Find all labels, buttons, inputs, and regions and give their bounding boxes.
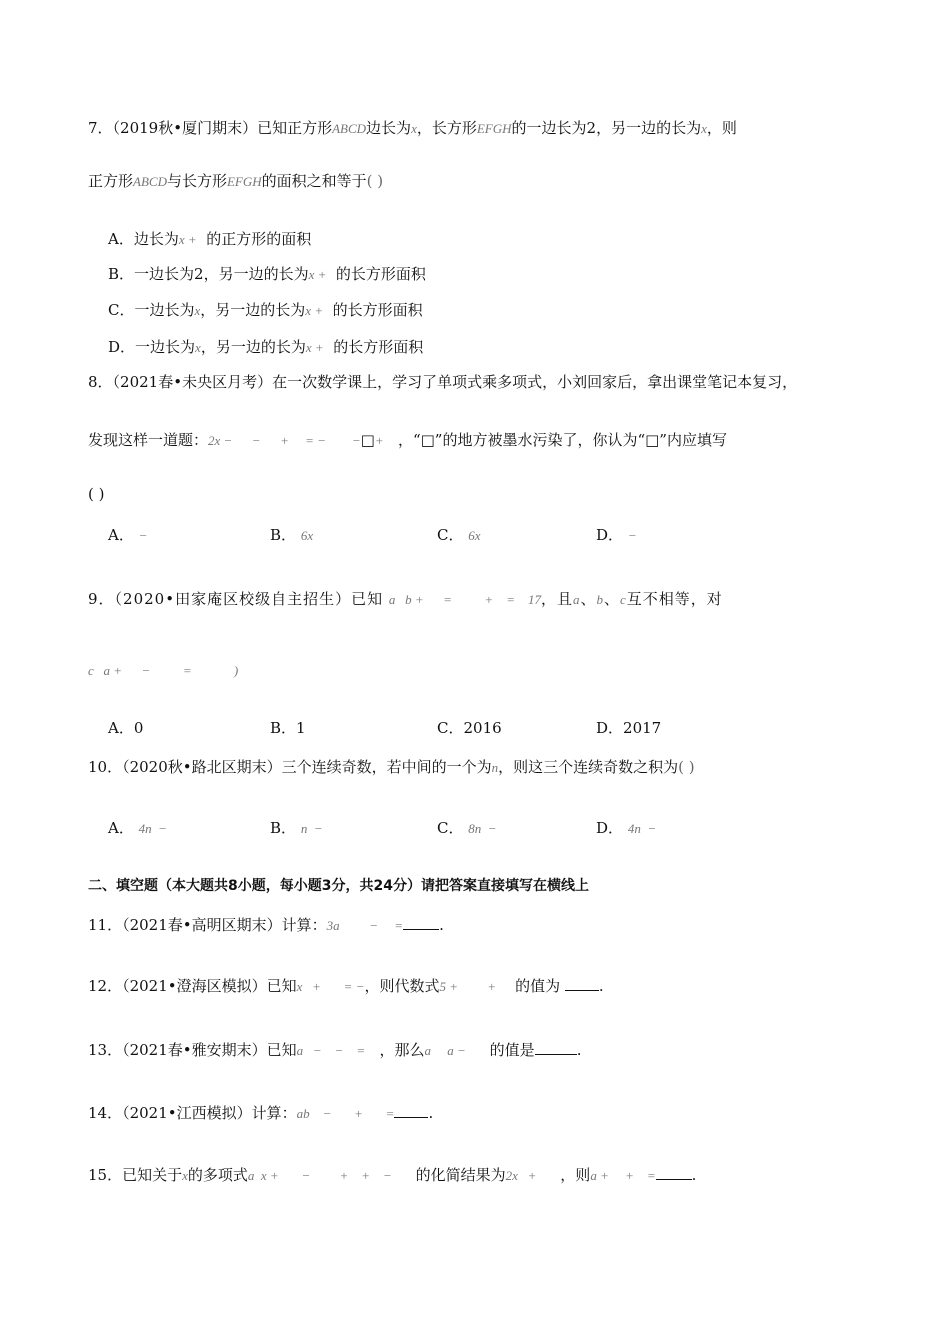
math-expression: a x + − + + −	[247, 1168, 392, 1183]
math-expression: a a −	[424, 1043, 466, 1058]
answer-blank[interactable]	[656, 1165, 692, 1180]
answer-paren: ( )	[678, 758, 695, 776]
math-var: EFGH	[476, 121, 512, 136]
q13-line: 13．（2021春•雅安期末）已知a − − = ，那么a a − 的值是 .	[88, 1041, 582, 1059]
q8-line2: 发现这样一道题：2x − − + = − −□+ ，“□”的地方被墨水污染了，你认为“□”内应填写	[88, 431, 727, 449]
q7-option-d: D．一边长为x，另一边的长为x + 的长方形面积	[108, 338, 424, 356]
q9-line2	[88, 660, 238, 681]
math-expression: 5 + +	[439, 979, 497, 994]
answer-blank[interactable]	[565, 976, 599, 991]
q8-paren: ( )	[88, 485, 105, 503]
q7-option-a: A．边长为x + 的正方形的面积	[108, 230, 312, 248]
q9-source: （2020•田家庵区校级自主招生）	[114, 590, 352, 608]
q8-option-d: D． −	[596, 526, 637, 544]
answer-blank[interactable]	[394, 1103, 428, 1118]
math-var: EFGH	[226, 174, 262, 189]
answer-blank[interactable]	[403, 915, 439, 930]
q8-option-b: B． 6x	[270, 526, 314, 544]
q7-number: 7．	[88, 119, 113, 137]
q15-line: 15．已知关于x的多项式a x + − + + − 的化简结果为2x + ，则a + + = .	[88, 1166, 697, 1184]
math-expression: 2x − − + = − −	[208, 433, 361, 448]
q10-option-d: D． 4n −	[596, 819, 657, 837]
q9-option-c: C．2016	[437, 719, 502, 737]
math-expression: a + + =	[590, 1168, 656, 1183]
q8-option-c: C． 6x	[437, 526, 481, 544]
q11-line: 11．（2021春•高明区期末）计算：3a⃞ − = .	[88, 916, 444, 934]
math-expression: x + = −	[296, 979, 365, 994]
math-expression: 3a⃞ − =	[326, 918, 404, 933]
answer-paren: ( )	[366, 172, 384, 190]
q9-line1: 9．（2020•田家庵区校级自主招生）已知 a b + = + = 17，且a、b、c互不相等，对	[88, 590, 723, 608]
answer-blank[interactable]	[535, 1040, 577, 1055]
q12-line: 12．（2021•澄海区模拟）已知x + = −，则代数式5 + + 的值为 .	[88, 977, 604, 995]
math-expression: c a + − = )	[88, 663, 239, 678]
q9-option-a: A．0	[108, 719, 144, 737]
math-var: x	[411, 121, 417, 136]
q10-option-b: B． n −	[270, 819, 323, 837]
q7-line2: 正方形ABCD与长方形EFGH的面积之和等于( )	[88, 172, 384, 190]
q7-option-c: C．一边长为x，另一边的长为x + 的长方形面积	[108, 301, 423, 319]
q10-option-c: C． 8n −	[437, 819, 497, 837]
ink-box: □	[360, 431, 375, 449]
q7-line1: 7．（2019秋•厦门期末）已知正方形ABCD边长为x，长方形EFGH的一边长为2，另一边的长为x，则	[88, 119, 737, 137]
q10-line1: 10．（2020秋•路北区期末）三个连续奇数，若中间的一个为n，则这三个连续奇数之积为( )	[88, 758, 695, 776]
math-var: ABCD	[332, 121, 367, 136]
q10-option-a: A． 4n −	[108, 819, 167, 837]
math-expression: a − − =	[296, 1043, 366, 1058]
math-var: x	[701, 121, 707, 136]
math-var: ABCD	[133, 174, 167, 189]
q9-option-b: B．1	[270, 719, 306, 737]
math-expression: a b + = + = 17	[388, 592, 541, 607]
q10-source: （2020秋•路北区期末）	[122, 758, 282, 776]
q7-source: （2019秋•厦门期末）	[112, 119, 258, 137]
math-expression: ab − + =	[296, 1106, 395, 1121]
q7-option-b: B．一边长为2，另一边的长为x + 的长方形面积	[108, 265, 426, 283]
q14-line: 14．（2021•江西模拟）计算：ab − + = .	[88, 1104, 434, 1122]
math-expression: 2x +	[505, 1168, 537, 1183]
q9-option-d: D．2017	[596, 719, 662, 737]
q8-option-a: A． −	[108, 526, 148, 544]
section-title: 二、填空题（本大题共8小题，每小题3分，共24分）请把答案直接填写在横线上	[88, 878, 589, 894]
q8-line1: 8．（2021春•未央区月考）在一次数学课上，学习了单项式乘多项式，小刘回家后，拿出课堂笔记本复习，	[88, 373, 798, 391]
